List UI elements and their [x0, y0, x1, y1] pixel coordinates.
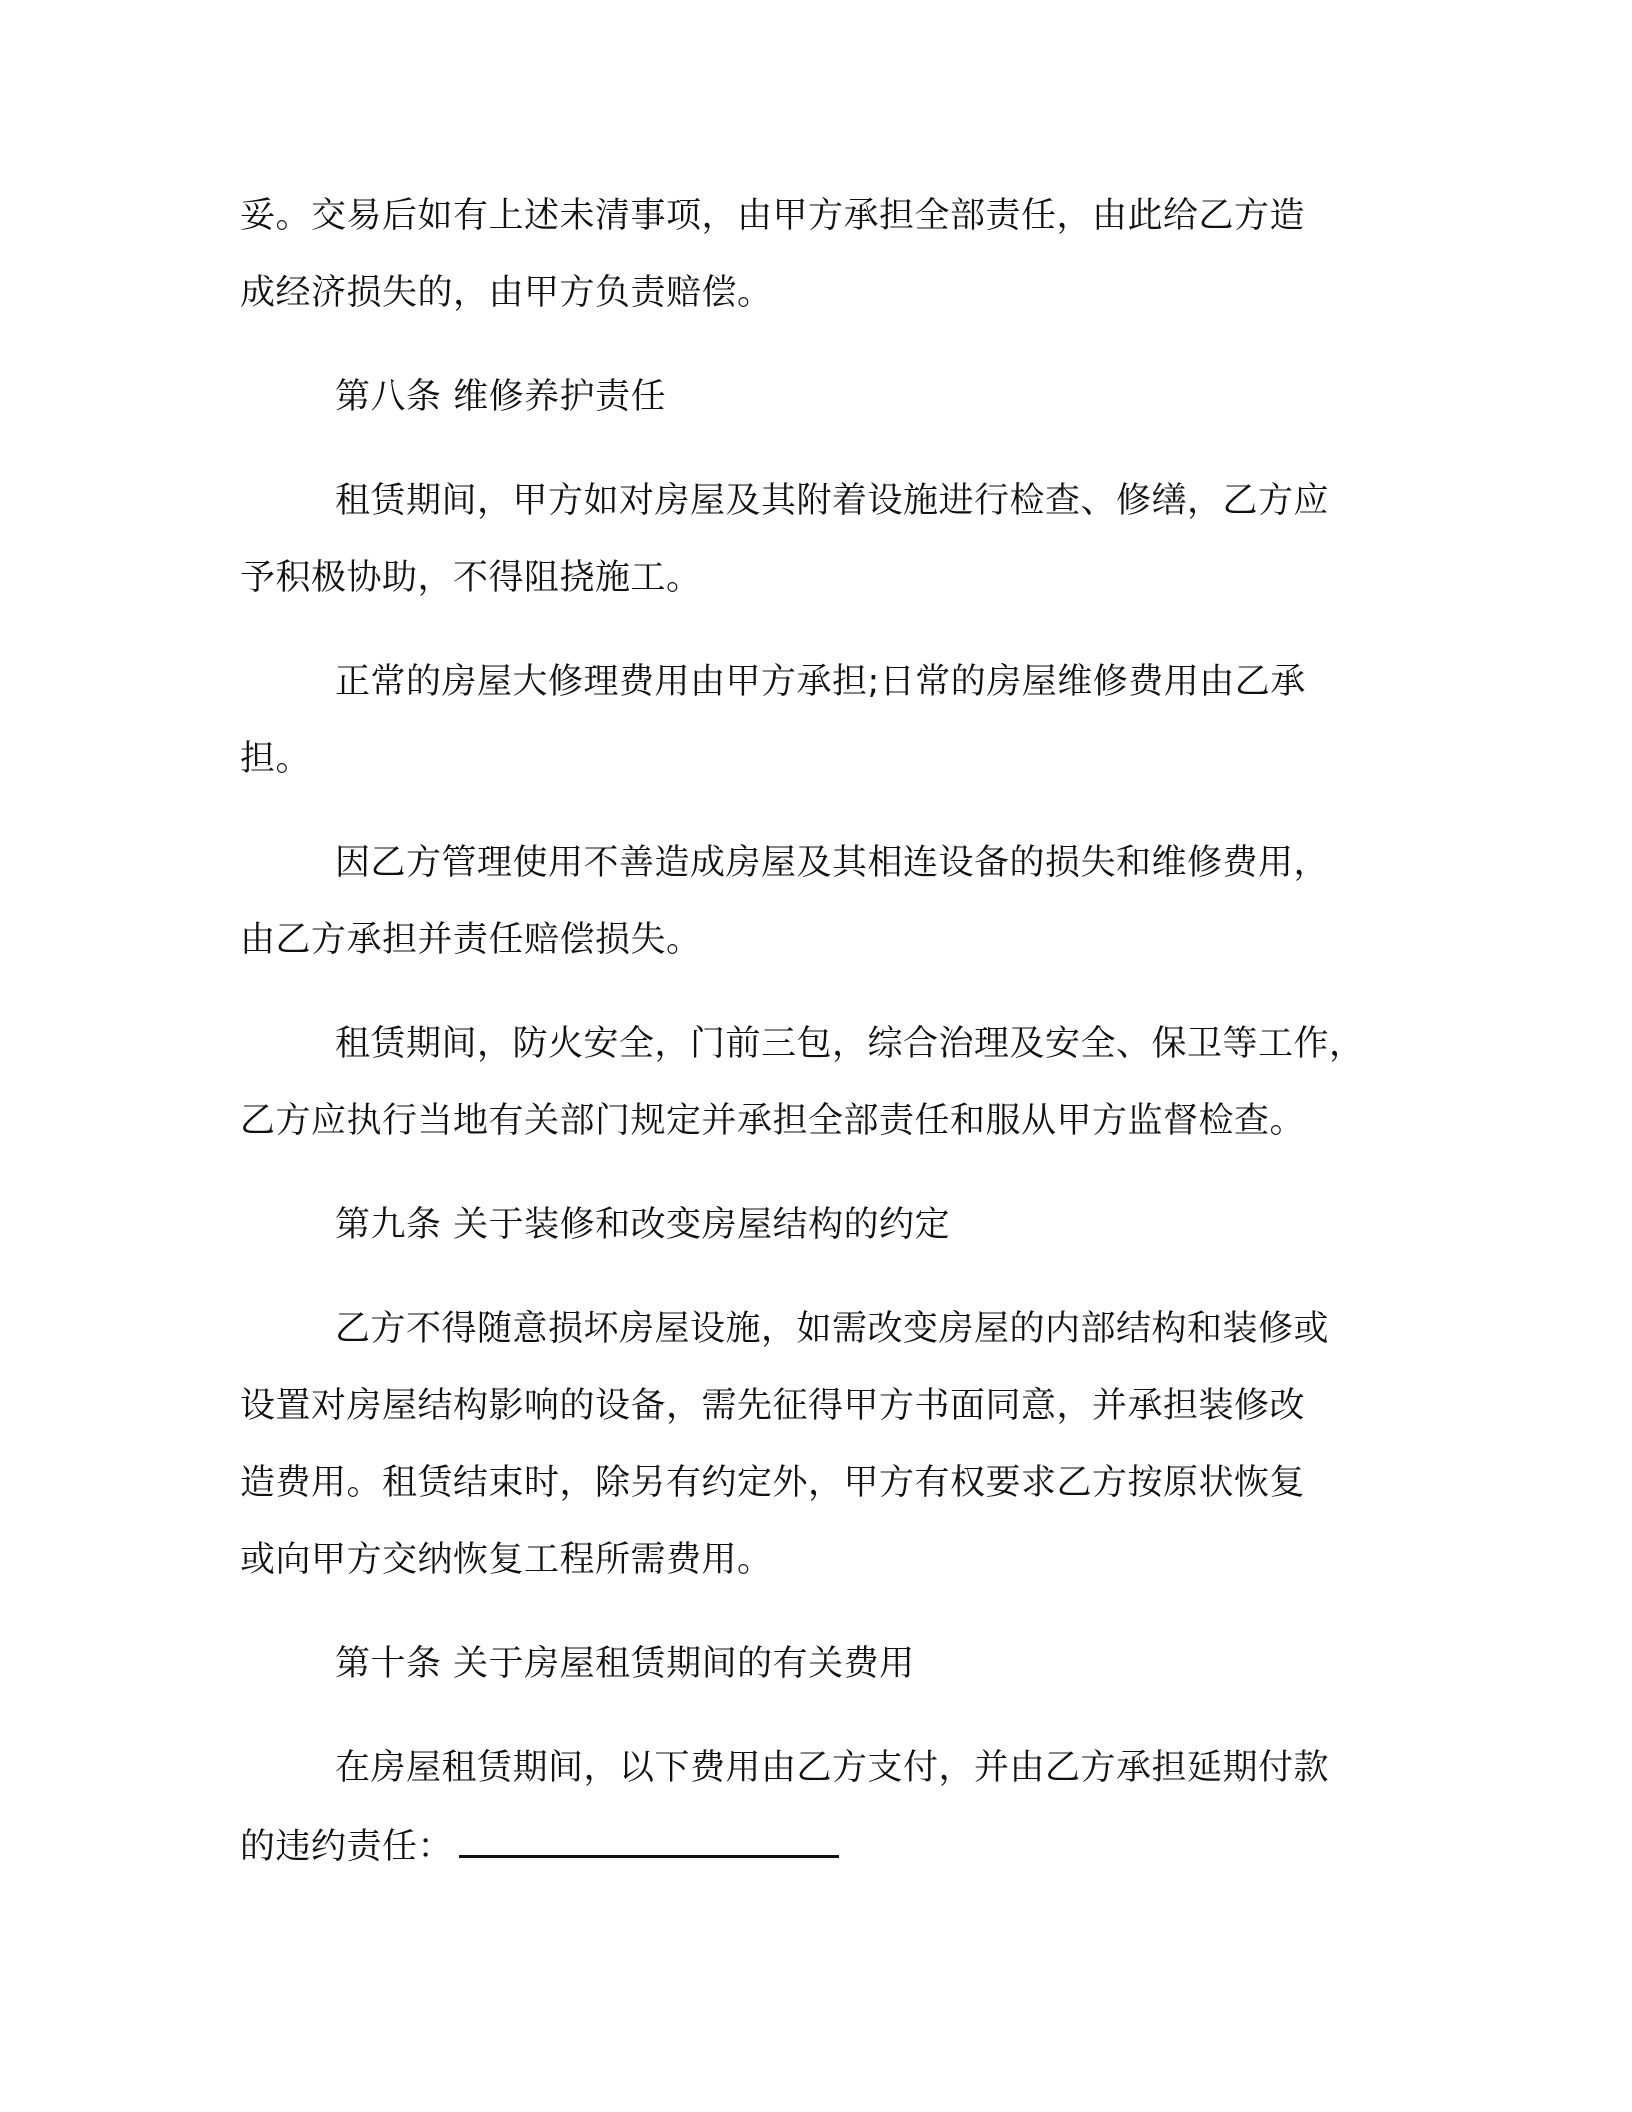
article-9-para-line-4: 或向甲方交纳恢复工程所需费用。	[240, 1540, 773, 1580]
fill-in-blank-line	[459, 1825, 839, 1858]
article-8-para-2-line-2: 担。	[240, 739, 312, 779]
article-10-para-line-1: 在房屋租赁期间，以下费用由乙方支付，并由乙方承担延期付款	[335, 1748, 1330, 1788]
paragraph-continuation-line-1: 妥。交易后如有上述未清事项，由甲方承担全部责任，由此给乙方造	[240, 196, 1306, 236]
article-8-para-2-line-1: 正常的房屋大修理费用由甲方承担;日常的房屋维修费用由乙承	[335, 662, 1306, 702]
article-10-para-line-2-wrapper	[240, 1825, 839, 1867]
article-8-para-4-line-2: 乙方应执行当地有关部门规定并承担全部责任和服从甲方监督检查。	[240, 1101, 1306, 1141]
article-8-para-3-line-2: 由乙方承担并责任赔偿损失。	[240, 920, 702, 960]
article-9-para-line-1: 乙方不得随意损坏房屋设施，如需改变房屋的内部结构和装修或	[335, 1309, 1330, 1349]
article-8-para-1-line-2: 予积极协助，不得阻挠施工。	[240, 558, 702, 598]
article-9-heading: 第九条 关于装修和改变房屋结构的约定	[335, 1205, 951, 1245]
article-8-heading: 第八条 维修养护责任	[335, 377, 667, 417]
article-9-para-line-2: 设置对房屋结构影响的设备，需先征得甲方书面同意，并承担装修改	[240, 1386, 1306, 1426]
article-8-para-4-line-1: 租赁期间，防火安全，门前三包，综合治理及安全、保卫等工作，	[335, 1024, 1365, 1064]
article-8-para-3-line-1: 因乙方管理使用不善造成房屋及其相连设备的损失和维修费用，	[335, 843, 1330, 883]
article-10-heading: 第十条 关于房屋租赁期间的有关费用	[335, 1644, 915, 1684]
article-8-para-1-line-1: 租赁期间，甲方如对房屋及其附着设施进行检查、修缮，乙方应	[335, 481, 1330, 521]
article-10-para-line-2: 的违约责任：	[240, 1827, 454, 1867]
article-9-para-line-3: 造费用。租赁结束时，除另有约定外，甲方有权要求乙方按原状恢复	[240, 1463, 1306, 1503]
paragraph-continuation-line-2: 成经济损失的，由甲方负责赔偿。	[240, 273, 773, 313]
